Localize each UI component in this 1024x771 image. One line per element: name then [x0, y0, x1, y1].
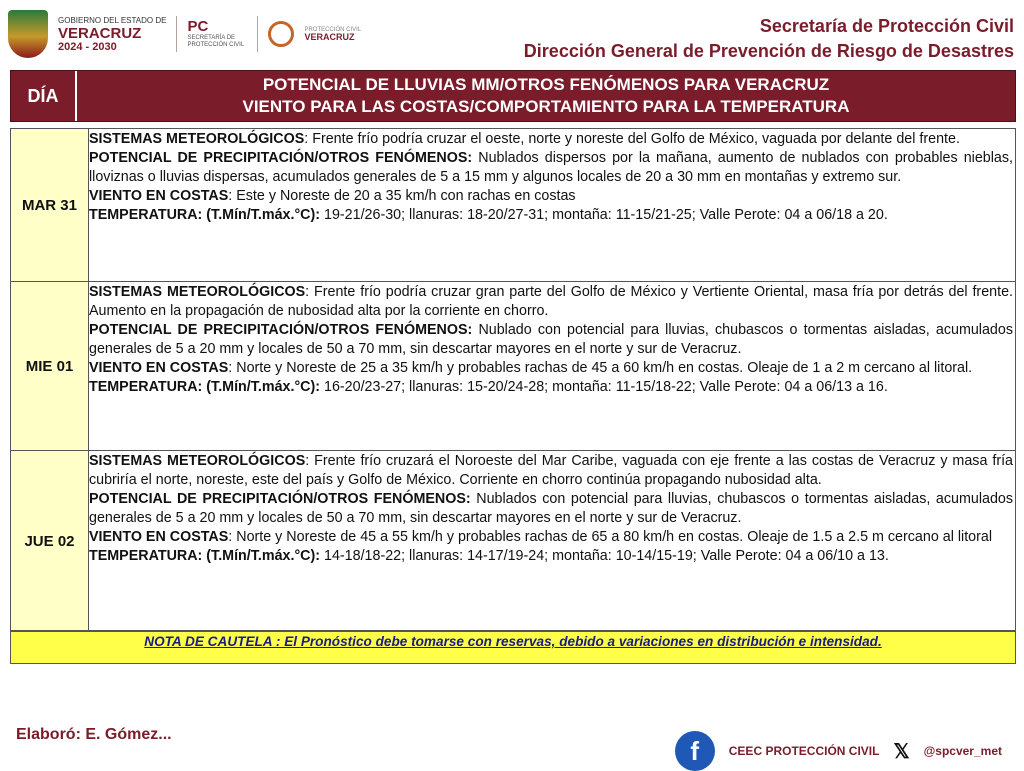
header-titles — [524, 14, 1014, 64]
x-handle[interactable]: @spcver_met — [923, 744, 1002, 758]
sistemas-paragraph — [89, 452, 1013, 490]
proteccion-civil-emblem-icon — [268, 21, 294, 47]
table-row — [11, 282, 1015, 451]
forecast-table — [10, 128, 1016, 631]
sistemas-text: : Frente frío podría cruzar el oeste, norte y noreste del Golfo de México, vaguada por delante del frente. — [304, 131, 960, 147]
pc-subtitle: SECRETARÍA DE PROTECCIÓN CIVIL — [187, 35, 245, 48]
temp-label: TEMPERATURA: (T.Mín/T.máx.°C): — [89, 547, 321, 564]
precip-label: POTENCIAL DE PRECIPITACIÓN/OTROS FENÓMENOS: — [89, 321, 473, 338]
forecast-content — [89, 129, 1015, 281]
viento-text: : Este y Noreste de 20 a 35 km/h con rachas en costas — [228, 187, 576, 204]
sistemas-text: : Frente frío cruzará el Noroeste del Mar Caribe, vaguada con eje frente a las costas de Veracruz y masa fría cubriría el norte, noreste, este del país y Golfo de México. Corriente en chorro continúa propagando nubosidad alta. — [89, 453, 1014, 488]
day-cell: MAR 31 — [11, 129, 89, 281]
divider — [176, 16, 177, 52]
facebook-icon[interactable]: f — [675, 731, 715, 771]
precip-label: POTENCIAL DE PRECIPITACIÓN/OTROS FENÓMENOS: — [89, 149, 473, 166]
temp-text: 14-18/18-22; llanuras: 14-17/19-24; montaña: 10-14/15-19; Valle Perote: 04 a 06/10 a 13. — [320, 547, 889, 564]
viento-paragraph — [89, 187, 1013, 206]
veracruz-shield-icon — [8, 10, 48, 58]
sistemas-text: : Frente frío podría cruzar gran parte del Golfo de México y Vertiente Oriental, masa fría por detrás del frente. Aumento en la propagación de nubosidad alta por la corriente en chorro. — [89, 284, 1013, 319]
temp-text: 19-21/26-30; llanuras: 18-20/27-31; montaña: 11-15/21-25; Valle Perote: 04 a 06/18 a 20. — [320, 206, 888, 223]
pc2-state-text: VERACRUZ — [304, 32, 355, 42]
gov-small-text: GOBIERNO DEL ESTADO DE — [58, 16, 167, 25]
viento-label: VIENTO EN COSTAS — [89, 187, 229, 204]
pc2-small-text: PROTECCIÓN CIVIL — [304, 27, 362, 33]
viento-text: : Norte y Noreste de 25 a 35 km/h y probables rachas de 45 a 60 km/h en costas. Oleaje de 1 a 2 m cercano al litoral. — [228, 359, 973, 376]
temp-text: 16-20/23-27; llanuras: 15-20/24-28; montaña: 11-15/18-22; Valle Perote: 04 a 06/13 a 16. — [320, 378, 888, 395]
day-column-header: DÍA — [11, 71, 77, 121]
viento-paragraph — [89, 359, 1013, 378]
forecast-content — [89, 282, 1015, 450]
precip-text: Nublados con potencial para lluvias, chubascos o tormentas aisladas, acumulados generales de 5 a 20 mm y locales de 50 a 70 mm, sin descartar mayores en el norte y sur de Veracruz. — [89, 490, 1014, 526]
precip-paragraph — [89, 490, 1013, 528]
precip-paragraph — [89, 149, 1013, 187]
day-cell: JUE 02 — [11, 451, 89, 631]
viento-text: : Norte y Noreste de 45 a 55 km/h y probables rachas de 65 a 80 km/h en costas. Oleaje de 1.5 a 2.5 m cercano al litoral — [228, 528, 993, 545]
table-row — [11, 129, 1015, 282]
gov-state-text: VERACRUZ — [58, 25, 142, 42]
precip-text: Nublado con potencial para lluvias, chubascos o tormentas aisladas, acumulados generales de 5 a 20 mm y locales de 50 a 70 mm, sin descartar mayores en el norte y sur de Veracruz. — [89, 321, 1013, 357]
gov-years-text: 2024 - 2030 — [58, 41, 117, 53]
pc-logo — [187, 19, 247, 49]
facebook-label[interactable]: CEEC PROTECCIÓN CIVIL — [728, 744, 880, 758]
precip-text: Nublados dispersos por la mañana, aumento de nublados con probables nieblas, lloviznas o lluvias dispersas, acumulados generales de 5 a 15 mm y algunos locales de 20 a 30 mm en montañas y extremo sur. — [89, 149, 1013, 185]
sistemas-label: SISTEMAS METEOROLÓGICOS — [89, 284, 306, 300]
pc-title: PC — [187, 18, 209, 35]
sistemas-paragraph — [89, 130, 1013, 149]
viento-label: VIENTO EN COSTAS — [89, 359, 229, 376]
viento-label: VIENTO EN COSTAS — [89, 528, 229, 545]
temp-label: TEMPERATURA: (T.Mín/T.máx.°C): — [89, 378, 321, 395]
viento-paragraph — [89, 528, 1013, 547]
x-twitter-icon[interactable]: 𝕏 — [893, 740, 910, 763]
secretaria-title: Secretaría de Protección Civil — [759, 16, 1014, 36]
table-row — [11, 451, 1015, 631]
divider — [257, 16, 258, 52]
table-title-line1: POTENCIAL DE LLUVIAS MM/OTROS FENÓMENOS PARA VERACRUZ — [262, 75, 830, 94]
table-title-line2: VIENTO PARA LAS COSTAS/COMPORTAMIENTO PARA LA TEMPERATURA — [242, 97, 850, 116]
temp-paragraph — [89, 547, 1013, 566]
table-header — [10, 70, 1016, 122]
temp-label: TEMPERATURA: (T.Mín/T.máx.°C): — [89, 206, 321, 223]
pc2-logo-text — [304, 27, 361, 41]
precip-label: POTENCIAL DE PRECIPITACIÓN/OTROS FENÓMENOS: — [89, 490, 471, 507]
forecast-content — [89, 451, 1015, 631]
precip-paragraph — [89, 321, 1013, 359]
nota-de-cautela: NOTA DE CAUTELA : El Pronóstico debe tomarse con reservas, debido a variaciones en distribución e intensidad. — [10, 631, 1016, 664]
table-title — [77, 71, 1015, 121]
direccion-title: Dirección General de Prevención de Riesgo de Desastres — [523, 41, 1014, 61]
gov-logo-text — [58, 16, 166, 52]
sistemas-paragraph — [89, 283, 1013, 321]
temp-paragraph — [89, 378, 1013, 397]
elaboro-credit: Elaboró: E. Gómez... — [16, 726, 172, 743]
logo-bar — [8, 6, 361, 62]
sistemas-label: SISTEMAS METEOROLÓGICOS — [89, 131, 305, 147]
sistemas-label: SISTEMAS METEOROLÓGICOS — [89, 453, 306, 469]
temp-paragraph — [89, 206, 1013, 225]
day-cell: MIE 01 — [11, 282, 89, 450]
footer-social — [675, 734, 1002, 768]
